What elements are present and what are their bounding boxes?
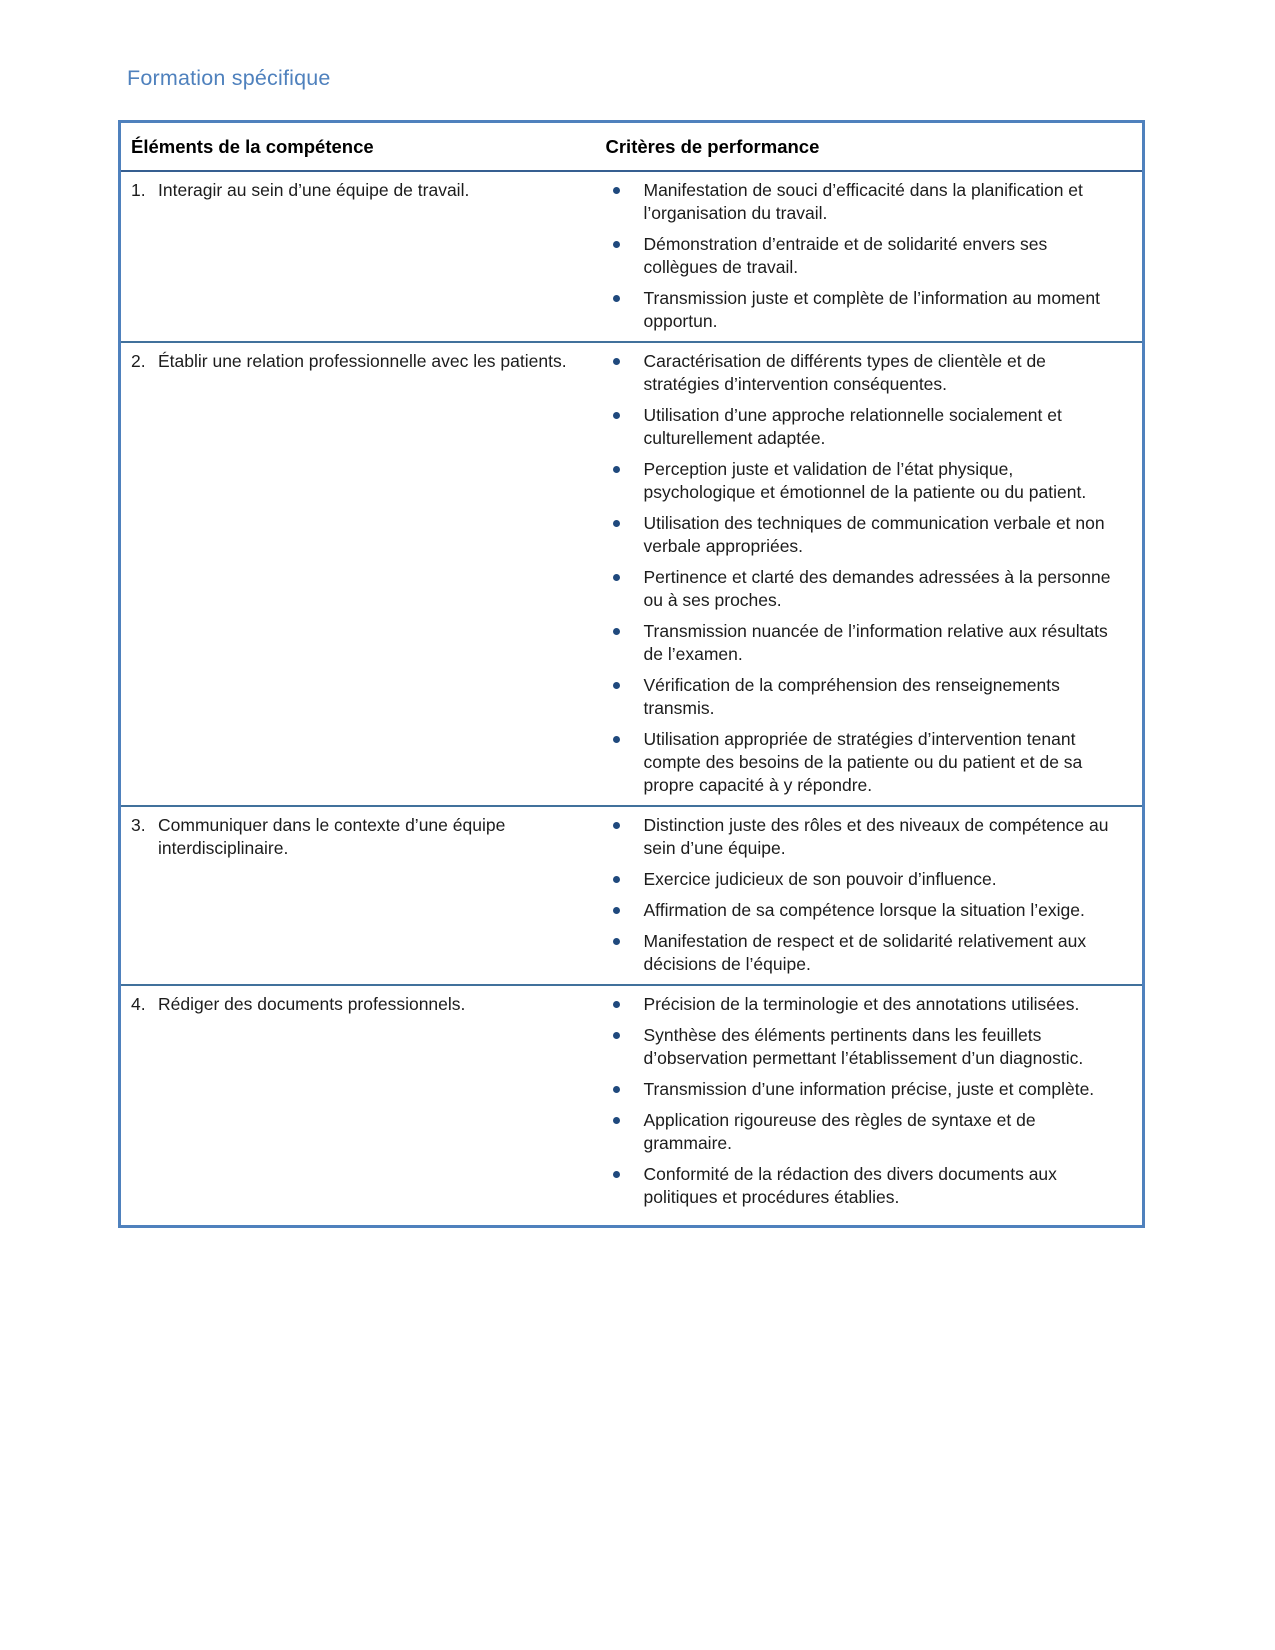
criteria-item: [606, 1024, 1119, 1070]
element-text: Interagir au sein d’une équipe de travail.: [158, 180, 470, 200]
criteria-item: [606, 350, 1119, 396]
criteria-item: [606, 620, 1119, 666]
criteria-item: [606, 1078, 1119, 1101]
criteria-list: [606, 179, 1119, 333]
bullet-icon: [613, 295, 620, 302]
bullet-icon: [613, 1171, 620, 1178]
element-entry: [131, 814, 586, 860]
element-number: 2.: [131, 351, 146, 371]
element-entry: [131, 179, 586, 202]
bullet-icon: [613, 187, 620, 194]
criteria-text: Utilisation d’une approche relationnelle socialement et culturellement adaptée.: [643, 405, 1062, 448]
criteria-item: [606, 458, 1119, 504]
table-row: [120, 806, 1144, 985]
criteria-text: Démonstration d’entraide et de solidarité envers ses collègues de travail.: [643, 234, 1048, 277]
criteria-text: Pertinence et clarté des demandes adressées à la personne ou à ses proches.: [643, 567, 1111, 610]
criteria-item: [606, 993, 1119, 1016]
criteria-item: [606, 674, 1119, 720]
element-number: 1.: [131, 180, 146, 200]
bullet-icon: [613, 241, 620, 248]
bullet-icon: [613, 1001, 620, 1008]
page-title: Formation spécifique: [127, 66, 331, 90]
bullet-icon: [613, 876, 620, 883]
bullet-icon: [613, 907, 620, 914]
criteria-text: Manifestation de respect et de solidarité relativement aux décisions de l’équipe.: [643, 931, 1087, 974]
table-body: [120, 171, 1144, 1227]
bullet-icon: [613, 628, 620, 635]
criteria-list: [606, 993, 1119, 1209]
column-header-elements: Éléments de la compétence: [120, 122, 594, 172]
criteria-text: Transmission d’une information précise, juste et complète.: [643, 1079, 1095, 1099]
criteria-text: Conformité de la rédaction des divers documents aux politiques et procédures établies.: [643, 1164, 1057, 1207]
bullet-icon: [613, 574, 620, 581]
criteria-text: Transmission nuancée de l’information relative aux résultats de l’examen.: [643, 621, 1108, 664]
criteria-item: [606, 566, 1119, 612]
element-entry: [131, 350, 586, 373]
criteria-item: [606, 899, 1119, 922]
criteria-item: [606, 1109, 1119, 1155]
criteria-text: Transmission juste et complète de l’information au moment opportun.: [643, 288, 1100, 331]
bullet-icon: [613, 682, 620, 689]
element-cell: [120, 806, 594, 985]
criteria-item: [606, 728, 1119, 797]
table-row: [120, 342, 1144, 806]
element-text: Rédiger des documents professionnels.: [158, 994, 466, 1014]
bullet-icon: [613, 1032, 620, 1039]
criteria-text: Perception juste et validation de l’état physique, psychologique et émotionnel de la patiente ou du patient.: [643, 459, 1087, 502]
element-number: 4.: [131, 994, 146, 1014]
criteria-text: Utilisation des techniques de communication verbale et non verbale appropriées.: [643, 513, 1105, 556]
bullet-icon: [613, 1086, 620, 1093]
criteria-text: Synthèse des éléments pertinents dans les feuillets d’observation permettant l’établissement d’un diagnostic.: [643, 1025, 1084, 1068]
table-row: [120, 171, 1144, 342]
criteria-text: Précision de la terminologie et des annotations utilisées.: [643, 994, 1080, 1014]
criteria-cell: [594, 985, 1144, 1227]
table-row: [120, 985, 1144, 1227]
criteria-item: [606, 179, 1119, 225]
bullet-icon: [613, 358, 620, 365]
criteria-item: [606, 814, 1119, 860]
element-text: Établir une relation professionnelle avec les patients.: [158, 351, 567, 371]
element-entry: [131, 993, 586, 1016]
criteria-item: [606, 1163, 1119, 1209]
element-cell: [120, 985, 594, 1227]
criteria-item: [606, 404, 1119, 450]
bullet-icon: [613, 412, 620, 419]
criteria-text: Caractérisation de différents types de clientèle et de stratégies d’intervention conséquentes.: [643, 351, 1046, 394]
criteria-text: Utilisation appropriée de stratégies d’intervention tenant compte des besoins de la patiente ou du patient et de sa propre capacité à y répondre.: [643, 729, 1083, 795]
bullet-icon: [613, 1117, 620, 1124]
criteria-item: [606, 868, 1119, 891]
criteria-text: Affirmation de sa compétence lorsque la situation l’exige.: [643, 900, 1085, 920]
criteria-cell: [594, 342, 1144, 806]
criteria-cell: [594, 806, 1144, 985]
criteria-item: [606, 233, 1119, 279]
criteria-text: Application rigoureuse des règles de syntaxe et de grammaire.: [643, 1110, 1036, 1153]
competence-table: [118, 120, 1145, 1228]
element-cell: [120, 171, 594, 342]
element-cell: [120, 342, 594, 806]
bullet-icon: [613, 822, 620, 829]
criteria-text: Vérification de la compréhension des renseignements transmis.: [643, 675, 1060, 718]
table-header-row: [120, 122, 1144, 172]
element-text: Communiquer dans le contexte d’une équipe interdisciplinaire.: [158, 815, 506, 858]
criteria-list: [606, 350, 1119, 797]
element-number: 3.: [131, 815, 146, 835]
bullet-icon: [613, 466, 620, 473]
criteria-item: [606, 930, 1119, 976]
bullet-icon: [613, 520, 620, 527]
criteria-text: Exercice judicieux de son pouvoir d’influence.: [643, 869, 997, 889]
criteria-item: [606, 287, 1119, 333]
criteria-cell: [594, 171, 1144, 342]
column-header-criteres: Critères de performance: [594, 122, 1144, 172]
criteria-text: Manifestation de souci d’efficacité dans la planification et l’organisation du travail.: [643, 180, 1083, 223]
bullet-icon: [613, 938, 620, 945]
criteria-item: [606, 512, 1119, 558]
criteria-text: Distinction juste des rôles et des niveaux de compétence au sein d’une équipe.: [643, 815, 1109, 858]
criteria-list: [606, 814, 1119, 976]
bullet-icon: [613, 736, 620, 743]
